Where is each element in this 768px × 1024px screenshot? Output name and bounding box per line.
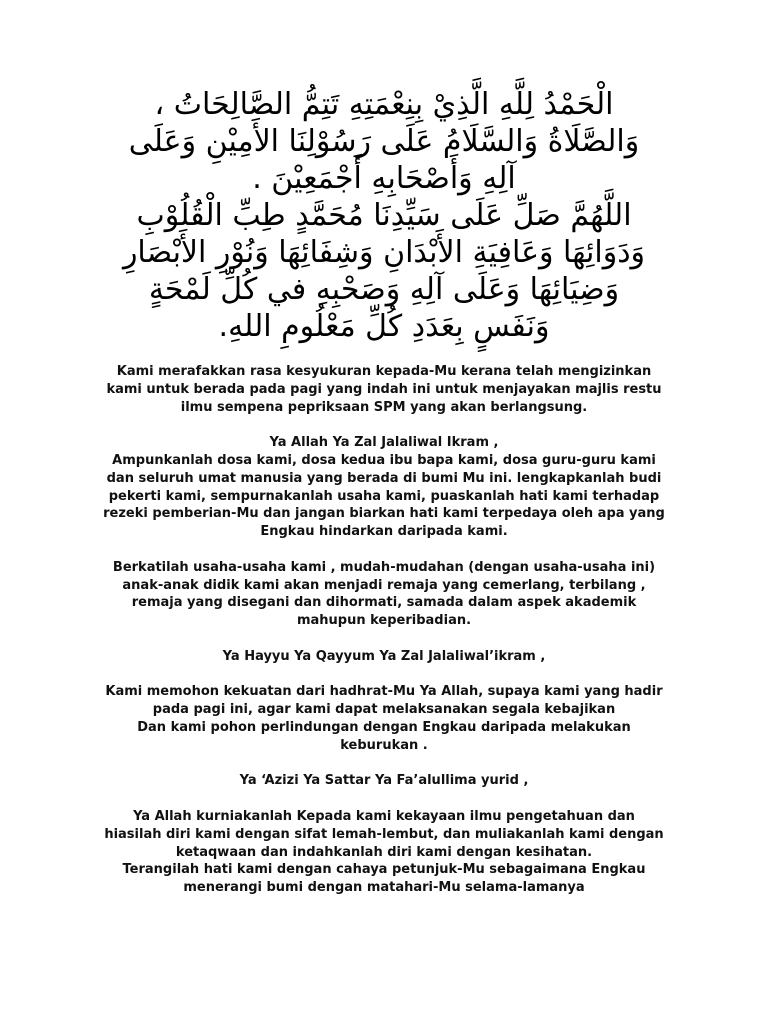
paragraph-line: Kami memohon kekuatan dari hadhrat-Mu Ya Allah, supaya kami yang hadir	[105, 684, 663, 700]
blessing-paragraph	[20, 559, 748, 630]
invocation-line: Ya ‘Azizi Ya Sattar Ya Fa’alullima yurid ,	[239, 773, 529, 789]
paragraph-line: Engkau hindarkan daripada kami.	[260, 524, 508, 540]
paragraph-line: Ya Allah kurniakanlah Kepada kami kekayaan ilmu pengetahuan dan	[133, 808, 635, 824]
paragraph-line: dan seluruh umat manusia yang berada di bumi Mu ini. lengkapkanlah budi	[106, 470, 662, 486]
paragraph-line: ilmu sempena pepriksaan SPM yang akan berlangsung.	[180, 399, 588, 415]
paragraph-line: Dan kami pohon perlindungan dengan Engkau daripada melakukan	[137, 719, 631, 735]
paragraph-line: Kami merafakkan rasa kesyukuran kepada-Mu kerana telah mengizinkan	[116, 364, 652, 379]
paragraph-line: mahupun keperibadian.	[296, 613, 472, 629]
arabic-line: اللَّهُمَّ صَلِّ عَلَى سَيِّدِنَا مُحَمَّدٍ طِبِّ الْقُلُوْبِ	[136, 198, 632, 233]
arabic-line: الْحَمْدُ لِلَّهِ الَّذِيْ بِنِعْمَتِهِ تَتِمُّ الصَّالِحَاتُ ،	[154, 87, 614, 122]
invocation-paragraph	[20, 648, 748, 666]
paragraph-line: Terangilah hati kami dengan cahaya petunjuk-Mu sebagaimana Engkau	[122, 862, 646, 878]
paragraph-line: hiasilah diri kami dengan sifat lemah-lembut, dan muliakanlah kami dengan	[104, 826, 664, 842]
paragraph-line: Berkatilah usaha-usaha kami , mudah-mudahan (dengan usaha-usaha ini)	[112, 559, 656, 575]
arabic-line: وَالصَّلَاةُ وَالسَّلَامُ عَلَى رَسُوْلِنَا الأَمِيْنِ وَعَلَى	[128, 124, 640, 159]
paragraph-line: remaja yang disegani dan dihormati, samada dalam aspek akademik	[131, 595, 637, 611]
malay-prayer	[20, 363, 748, 897]
forgiveness-paragraph	[20, 434, 748, 541]
paragraph-line: pada pagi ini, agar kami dapat melaksanakan segala kebajikan	[152, 702, 616, 718]
paragraph-line: anak-anak didik kami akan menjadi remaja yang cemerlang, terbilang ,	[122, 577, 646, 593]
invocation-line: Ya Allah Ya Zal Jalaliwal Ikram ,	[269, 435, 499, 451]
paragraph-line: pekerti kami, sempurnakanlah usaha kami, puaskanlah hati kami terhadap	[108, 488, 660, 504]
arabic-prayer	[40, 86, 728, 345]
strength-paragraph	[20, 683, 748, 754]
invocation-paragraph	[20, 772, 748, 790]
paragraph-line: keburukan .	[340, 737, 428, 753]
arabic-line: آلِهِ وَأَصْحَابِهِ أَجْمَعِيْنَ .	[252, 161, 516, 196]
paragraph-line: ketaqwaan dan indahkanlah diri kami dengan kesihatan.	[175, 844, 593, 860]
arabic-line: وَدَوَائِهَا وَعَافِيَةِ الأَبْدَانِ وَشِفَائِهَا وَنُوْرِ الأَبْصَارِ	[122, 235, 646, 270]
arabic-line: وَضِيَائِهَا وَعَلَى آلِهِ وَصَحْبِهِ في كُلِّ لَمْحَةٍ	[148, 272, 620, 307]
knowledge-paragraph	[20, 808, 748, 897]
invocation-line: Ya Hayyu Ya Qayyum Ya Zal Jalaliwal’ikram ,	[222, 648, 546, 664]
gratitude-paragraph	[20, 363, 748, 416]
arabic-line: وَنَفَسٍ بِعَدَدِ كُلِّ مَعْلُومِ اللهِ.	[218, 309, 550, 344]
paragraph-line: menerangi bumi dengan matahari-Mu selama-lamanya	[183, 880, 585, 896]
paragraph-line: Ampunkanlah dosa kami, dosa kedua ibu bapa kami, dosa guru-guru kami	[112, 452, 656, 468]
paragraph-line: rezeki pemberian-Mu dan jangan biarkan hati kami terpedaya oleh apa yang	[103, 506, 665, 522]
paragraph-line: kami untuk berada pada pagi yang indah ini untuk menjayakan majlis restu	[106, 381, 662, 397]
